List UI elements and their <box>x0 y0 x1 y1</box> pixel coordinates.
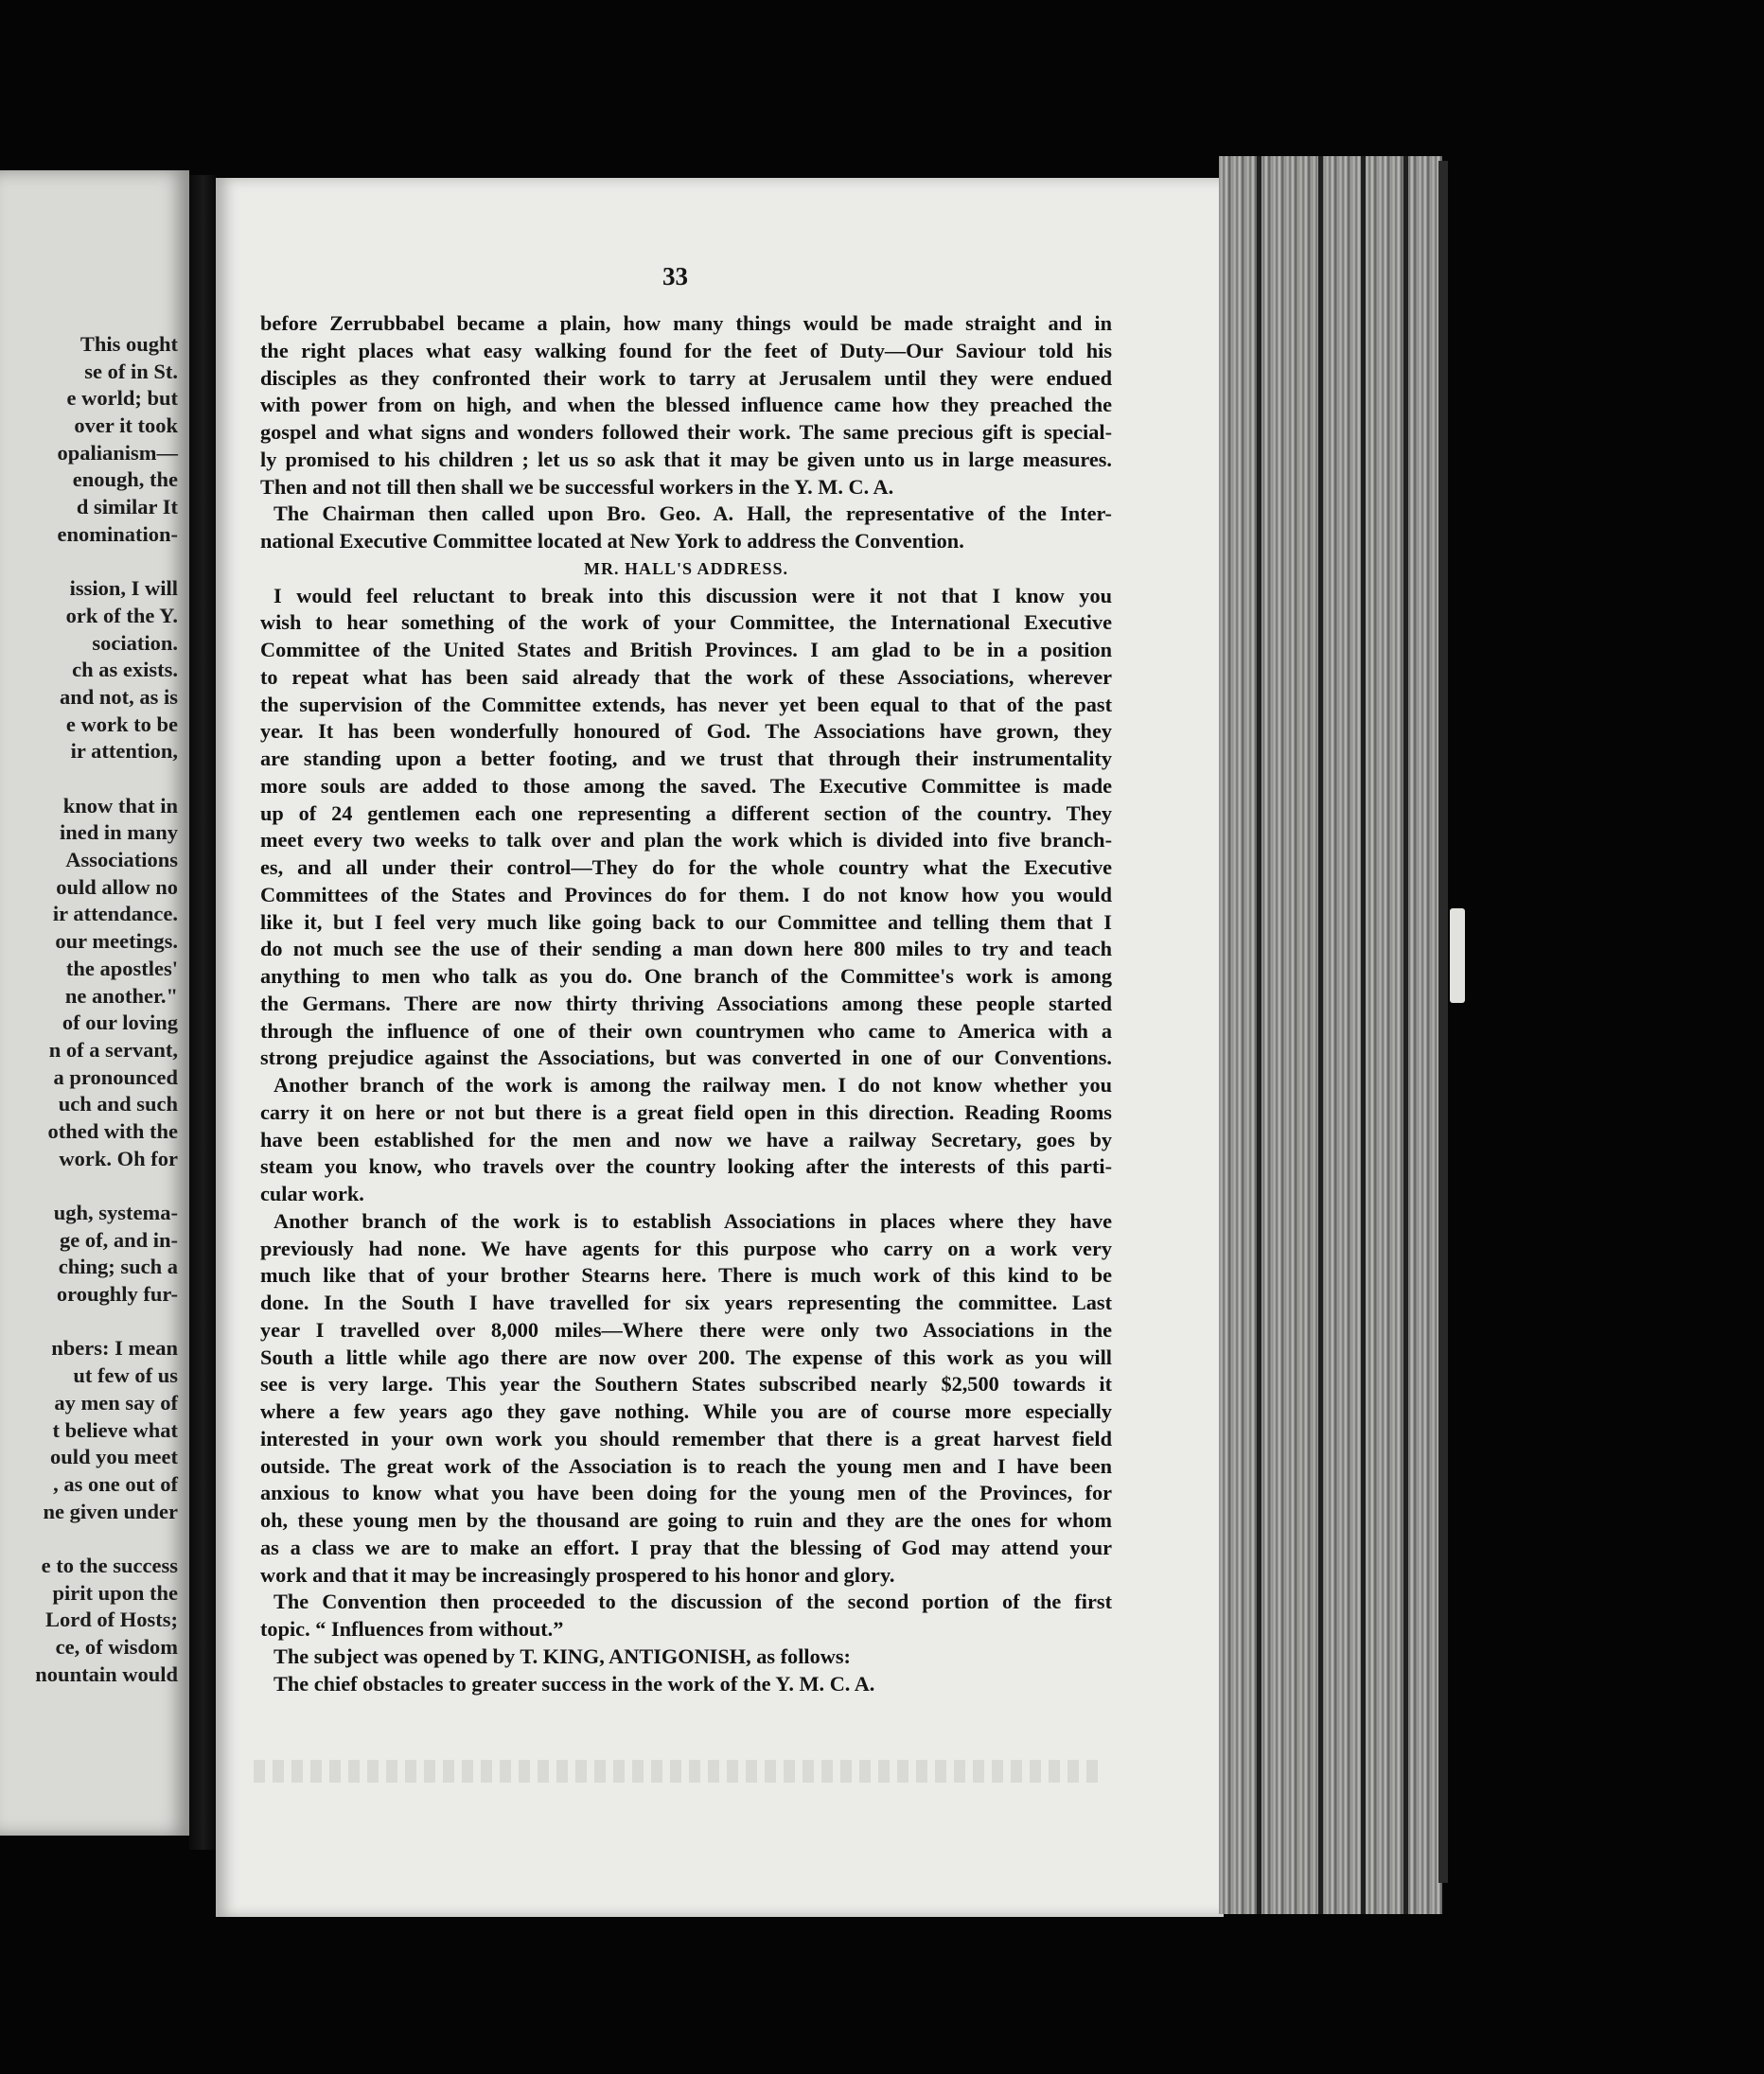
left-text-line: enough, the <box>72 467 178 492</box>
text-line: Another branch of the work is to establish Associations in places where they have <box>273 1208 1112 1233</box>
book-gutter <box>189 175 218 1850</box>
text-line: ly promised to his children ; let us so ask that it may be given unto us in large measures. <box>260 447 1112 471</box>
page-block-edge <box>1219 156 1442 1914</box>
left-text-line: know that in <box>62 793 178 817</box>
main-page-text <box>260 310 1112 1697</box>
text-line: interested in your own work you should remember that there is a great harvest field <box>260 1426 1112 1450</box>
left-text-line: e work to be <box>65 712 178 736</box>
text-line: year. It has been wonderfully honoured of God. The Associations have grown, they <box>260 719 1112 744</box>
text-line: The Convention then proceeded to the discussion of the second portion of the first <box>273 1590 1112 1614</box>
bleed-through-text <box>254 1760 1105 1783</box>
left-text-line: over it took <box>74 413 178 438</box>
book-spine <box>1438 161 1448 1883</box>
left-text-line: nountain would <box>35 1661 178 1686</box>
left-text-line <box>0 765 178 793</box>
text-line: wish to hear something of the work of your Committee, the International Executive <box>260 610 1112 635</box>
text-line: The subject was opened by T. KING, ANTIGONISH, as follows: <box>273 1643 851 1668</box>
text-line: anything to men who talk as you do. One branch of the Committee's work is among <box>260 964 1112 988</box>
text-line: oh, these young men by the thousand are going to ruin and they are the ones for whom <box>260 1508 1112 1532</box>
text-line: MR. HALL'S ADDRESS. <box>583 558 789 578</box>
left-text-line: pirit upon the <box>52 1580 178 1605</box>
left-text-line: ould allow no <box>56 874 178 899</box>
left-text-line: ork of the Y. <box>65 603 178 627</box>
text-line: The chief obstacles to greater success in the work of the Y. M. C. A. <box>273 1671 875 1696</box>
left-text-line: t believe what <box>52 1417 178 1442</box>
left-text-line: se of in St. <box>84 359 178 383</box>
text-line: the Germans. There are now thirty thriving Associations among these people started <box>260 991 1112 1015</box>
text-line: with power from on high, and when the blessed influence came how they preached the <box>260 393 1112 417</box>
left-text-line <box>0 549 178 576</box>
text-line: es, and all under their control—They do for the whole country what the Executive <box>260 855 1112 879</box>
text-line: Another branch of the work is among the railway men. I do not know whether you <box>273 1073 1112 1097</box>
left-text-line: our meetings. <box>55 929 178 954</box>
text-line: anxious to know what you have been doing for the young men of the Provinces, for <box>260 1481 1112 1505</box>
left-text-line: Lord of Hosts; <box>45 1608 178 1632</box>
page-tab-marker <box>1450 908 1465 1003</box>
left-page-text-column <box>0 331 178 1688</box>
left-text-line: ce, of wisdom <box>55 1635 178 1659</box>
text-line: the supervision of the Committee extends, has never yet been equal to that of the past <box>260 692 1112 716</box>
left-text-line: d similar It <box>76 495 178 519</box>
left-text-line <box>0 1525 178 1553</box>
left-text-line: ined in many <box>59 820 178 845</box>
left-text-line: ne another." <box>64 983 178 1008</box>
left-text-line: ut few of us <box>73 1363 178 1388</box>
text-line: are standing upon a better footing, and we trust that through their instrumentality <box>260 747 1112 770</box>
text-line: where a few years ago they gave nothing. While you are of course more especially <box>260 1399 1112 1423</box>
text-line: year I travelled over 8,000 miles—Where there were only two Associations in the <box>260 1317 1112 1342</box>
text-line: the right places what easy walking found for the feet of Duty—Our Saviour told his <box>260 338 1112 362</box>
left-text-line: and not, as is <box>59 684 178 709</box>
left-text-line: ission, I will <box>69 576 178 601</box>
left-text-line: oroughly fur- <box>56 1282 178 1307</box>
text-line: South a little while ago there are now over 200. The expense of this work as you will <box>260 1345 1112 1369</box>
text-line: strong prejudice against the Associations, but was converted in one of our Conventions. <box>260 1046 1112 1070</box>
left-text-line: ir attention, <box>70 739 178 764</box>
text-line: The Chairman then called upon Bro. Geo. A. Hall, the representative of the Inter- <box>273 501 1112 526</box>
left-text-line: nbers: I mean <box>51 1336 178 1361</box>
text-line: I would feel reluctant to break into this discussion were it not that I know you <box>273 583 1112 607</box>
left-text-line: ir attendance. <box>52 902 178 926</box>
text-line: through the influence of one of their own countrymen who came to America with a <box>260 1018 1112 1043</box>
left-text-line: work. Oh for <box>59 1146 178 1170</box>
left-text-line: of our loving <box>62 1011 178 1035</box>
text-line: have been established for the men and now we have a railway Secretary, goes by <box>260 1127 1112 1151</box>
text-line: gospel and what signs and wonders followed their work. The same precious gift is special- <box>260 420 1112 444</box>
text-line: to repeat what has been said already that the work of these Associations, wherever <box>260 664 1112 689</box>
left-text-line: ould you meet <box>50 1445 178 1469</box>
text-line: work and that it may be increasingly prospered to his honor and glory. <box>260 1562 895 1587</box>
left-text-line: sociation. <box>92 630 178 655</box>
text-line: see is very large. This year the Southern States subscribed nearly $2,500 towards it <box>260 1372 1112 1397</box>
page-number: 33 <box>662 262 688 290</box>
text-line: meet every two weeks to talk over and plan the work which is divided into five branch- <box>260 828 1112 852</box>
text-line: before Zerrubbabel became a plain, how many things would be made straight and in <box>260 311 1112 335</box>
text-line: disciples as they confronted their work to tarry at Jerusalem until they were endued <box>260 365 1112 390</box>
text-line: steam you know, who travels over the country looking after the interests of this parti- <box>260 1154 1112 1179</box>
left-text-line: ching; such a <box>58 1255 178 1279</box>
left-text-line: uch and such <box>58 1092 178 1116</box>
left-facing-page <box>0 170 189 1836</box>
left-text-line: ne given under <box>43 1499 178 1523</box>
left-text-line: , as one out of <box>53 1471 178 1496</box>
text-line: more souls are added to those among the saved. The Executive Committee is made <box>260 773 1112 798</box>
left-text-line: n of a servant, <box>48 1037 178 1062</box>
left-text-line: ugh, systema- <box>53 1201 178 1224</box>
text-line: do not much see the use of their sending a man down here 800 miles to try and teach <box>260 937 1112 961</box>
left-text-line: othed with the <box>47 1118 178 1143</box>
left-text-line: Associations <box>65 848 178 872</box>
left-text-line: the apostles' <box>65 956 178 980</box>
text-line: Committee of the United States and British Provinces. I am glad to be in a position <box>260 638 1112 661</box>
left-text-line <box>0 1309 178 1336</box>
left-text-line: opalianism— <box>57 440 178 465</box>
text-line: outside. The great work of the Association is to reach the young men and I have been <box>260 1453 1112 1478</box>
left-text-line: enomination- <box>57 521 178 546</box>
left-text-line: a pronounced <box>53 1064 178 1089</box>
text-line: as a class we are to make an effort. I pray that the blessing of God may attend your <box>260 1535 1112 1559</box>
text-line: like it, but I feel very much like going back to our Committee and telling them that I <box>260 909 1112 934</box>
text-line: up of 24 gentlemen each one representing a different section of the country. They <box>260 800 1112 825</box>
left-text-line: ay men say of <box>54 1390 178 1415</box>
text-line: Then and not till then shall we be successful workers in the Y. M. C. A. <box>260 474 894 499</box>
text-line: done. In the South I have travelled for six years representing the committee. Last <box>260 1291 1112 1314</box>
left-text-line: e to the success <box>41 1553 178 1577</box>
text-line: much like that of your brother Stearns here. There is much work of this kind to be <box>260 1263 1112 1288</box>
text-line: previously had none. We have agents for this purpose who carry on a work very <box>260 1236 1112 1260</box>
left-text-line: ge of, and in- <box>59 1227 178 1252</box>
left-text-line: This ought <box>79 332 178 356</box>
left-text-line <box>0 1172 178 1200</box>
text-line: topic. “ Influences from without.” <box>260 1617 564 1641</box>
left-text-line: e world; but <box>66 386 178 411</box>
text-line: national Executive Committee located at New York to address the Convention. <box>260 529 964 553</box>
text-line: carry it on here or not but there is a great field open in this direction. Reading Rooms <box>260 1099 1112 1124</box>
text-line: cular work. <box>260 1182 364 1205</box>
text-line: Committees of the States and Provinces do for them. I do not know how you would <box>260 882 1112 906</box>
left-text-line: ch as exists. <box>72 658 178 682</box>
